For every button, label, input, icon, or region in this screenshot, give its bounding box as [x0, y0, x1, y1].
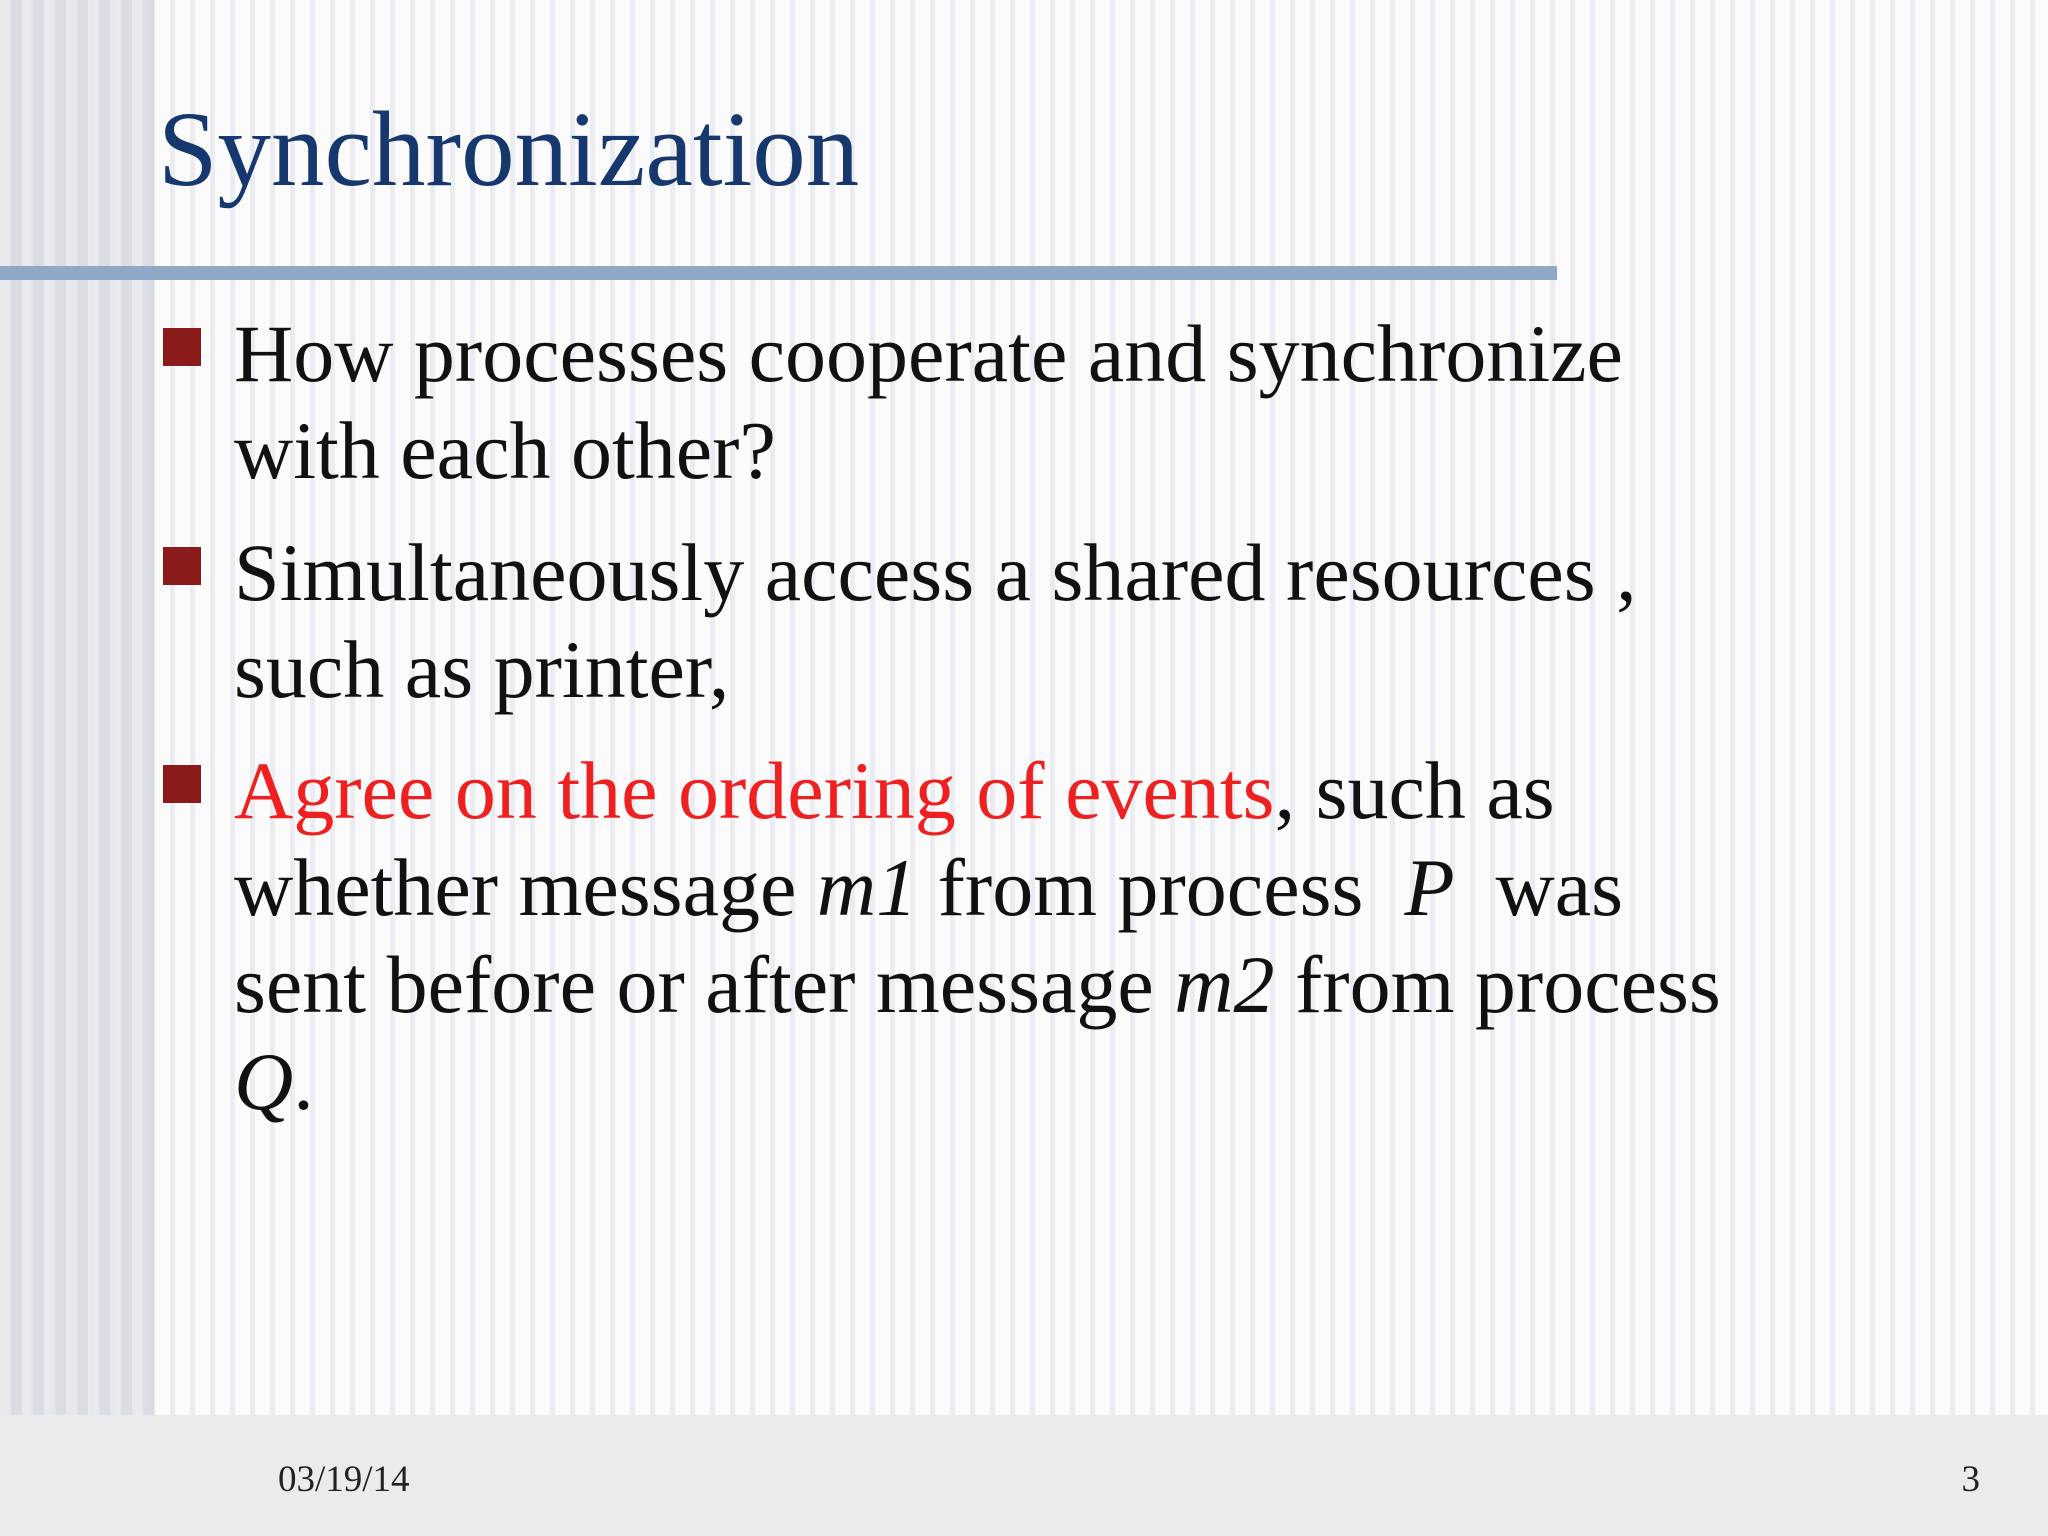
bullet-line: Simultaneously access a shared resources ,	[234, 527, 1637, 618]
bullet-text-segment: whether message	[234, 842, 817, 933]
bullet-square-icon	[163, 328, 201, 366]
bullet-text-segment: from process	[1274, 939, 1721, 1030]
bullet-text	[234, 524, 1934, 718]
bullet-line: How processes cooperate and synchronize	[234, 308, 1623, 399]
title-underline-rule	[0, 266, 1557, 280]
bullet-text-segment: sent before or after message	[234, 939, 1175, 1030]
bullet-text-segment: was	[1454, 842, 1624, 933]
message-m2: m2	[1174, 939, 1275, 1030]
bullet-text	[234, 742, 1934, 1130]
slide-title: Synchronization	[158, 91, 860, 209]
bullet-square-icon	[163, 765, 201, 803]
process-q: Q	[234, 1036, 294, 1127]
left-striped-band	[0, 0, 155, 1415]
bullet-text-segment: from process	[917, 842, 1405, 933]
bullet-text-segment: , such as	[1274, 745, 1555, 836]
bullet-square-icon	[163, 547, 201, 585]
highlighted-phrase: Agree on the ordering of events	[234, 745, 1275, 836]
slide-page-number: 3	[1961, 1459, 1980, 1500]
bullet-line: with each other?	[234, 405, 776, 496]
bullet-text	[234, 305, 1934, 499]
bullet-line: such as printer,	[234, 624, 730, 715]
footer-date: 03/19/14	[278, 1459, 410, 1500]
process-p: P	[1404, 842, 1455, 933]
bullet-text-segment: .	[293, 1036, 314, 1127]
message-m1: m1	[816, 842, 918, 933]
